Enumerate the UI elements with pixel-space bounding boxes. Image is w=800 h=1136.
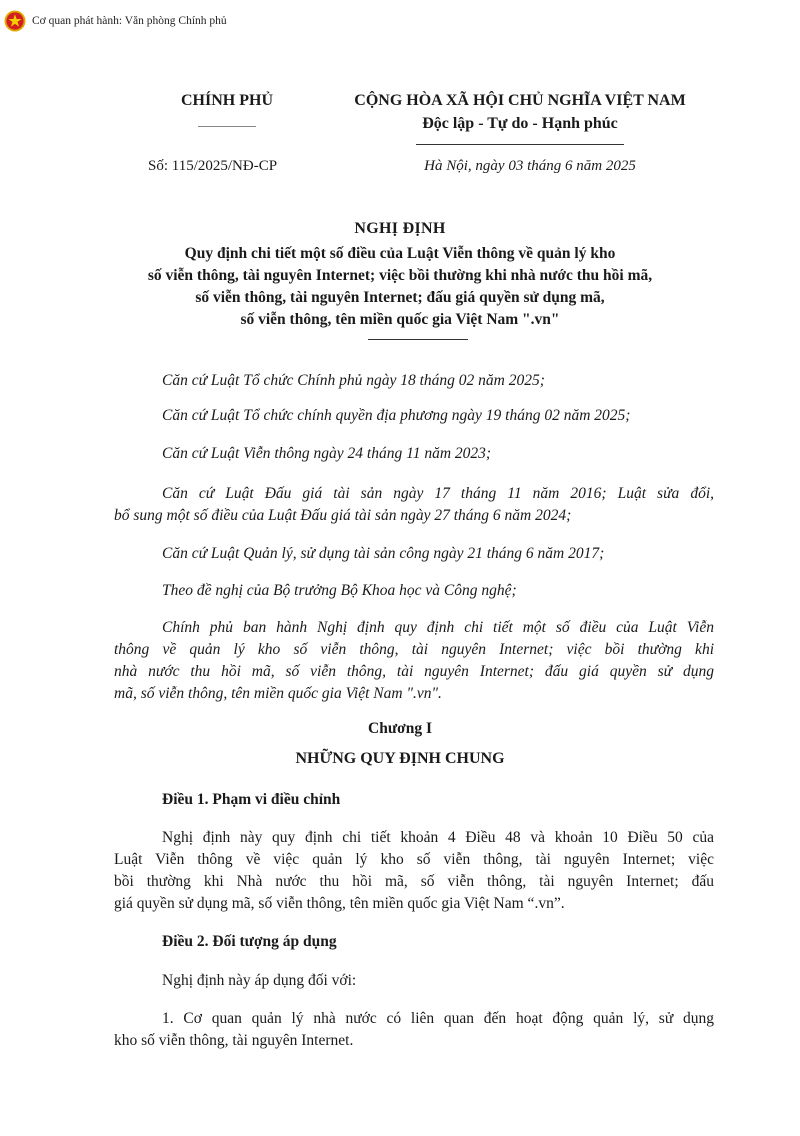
national-motto: Độc lập - Tự do - Hạnh phúc <box>422 115 618 132</box>
paragraph-line: Luật Viễn thông về việc quản lý kho số viễn thông, tài nguyên Internet; việc <box>114 851 714 868</box>
legal-basis-3: Căn cứ Luật Viễn thông ngày 24 tháng 11 năm 2023; <box>162 445 492 462</box>
issuer-banner <box>4 10 227 32</box>
article-2-intro: Nghị định này áp dụng đối với: <box>162 972 357 989</box>
document-number: Số: 115/2025/NĐ-CP <box>148 158 278 174</box>
legal-basis-4 <box>114 483 714 527</box>
motto-underline <box>416 144 624 145</box>
issuing-agency: CHÍNH PHỦ <box>181 92 273 109</box>
paragraph-line: Căn cứ Luật Đấu giá tài sản ngày 17 tháng 11 năm 2016; Luật sửa đổi, <box>162 485 714 502</box>
subject-line: số viễn thông, tên miền quốc gia Việt Nam ".vn" <box>240 311 560 328</box>
national-emblem-icon <box>4 10 26 32</box>
document-type: NGHỊ ĐỊNH <box>354 220 446 237</box>
article-1-heading: Điều 1. Phạm vi điều chỉnh <box>162 791 341 808</box>
article-2-item-1 <box>114 1008 714 1052</box>
chapter-number: Chương I <box>368 720 432 737</box>
paragraph-line: mã, số viễn thông, tên miền quốc gia Việt Nam ".vn". <box>114 685 442 702</box>
subject-line: số viễn thông, tài nguyên Internet; việc bồi thường khi nhà nước thu hồi mã, <box>147 267 653 284</box>
article-1-body <box>114 827 714 915</box>
paragraph-line: Chính phủ ban hành Nghị định quy định chi tiết một số điều của Luật Viễn <box>162 619 714 636</box>
issuer-label: Cơ quan phát hành: Văn phòng Chính phủ <box>32 15 227 27</box>
paragraph-line: Nghị định này quy định chi tiết khoản 4 Điều 48 và khoản 10 Điều 50 của <box>162 829 714 846</box>
paragraph-line: 1. Cơ quan quản lý nhà nước có liên quan đến hoạt động quản lý, sử dụng <box>162 1010 714 1027</box>
article-2-heading: Điều 2. Đối tượng áp dụng <box>162 933 337 950</box>
paragraph-line: bồi thường khi Nhà nước thu hồi mã, số viễn thông, tài nguyên Internet; đấu <box>114 873 714 890</box>
national-title: CỘNG HÒA XÃ HỘI CHỦ NGHĨA VIỆT NAM <box>354 92 686 109</box>
paragraph-line: bổ sung một số điều của Luật Đấu giá tài sản ngày 27 tháng 6 năm 2024; <box>114 507 572 524</box>
place-date: Hà Nội, ngày 03 tháng 6 năm 2025 <box>424 158 636 174</box>
paragraph-line: nhà nước thu hồi mã, số viễn thông, tài nguyên Internet; đấu giá quyền sử dụng <box>114 663 714 680</box>
paragraph-line: giá quyền sử dụng mã, số viễn thông, tên miền quốc gia Việt Nam “.vn”. <box>114 895 565 912</box>
agency-underline <box>198 126 256 127</box>
legal-basis-5: Căn cứ Luật Quản lý, sử dụng tài sản công ngày 21 tháng 6 năm 2017; <box>162 545 605 562</box>
subject-line: Quy định chi tiết một số điều của Luật Viễn thông về quản lý kho <box>184 245 616 262</box>
title-underline <box>368 339 468 340</box>
paragraph-line: kho số viễn thông, tài nguyên Internet. <box>114 1032 354 1049</box>
document-subject <box>100 243 700 331</box>
proposal-line: Theo đề nghị của Bộ trưởng Bộ Khoa học và Công nghệ; <box>162 582 517 599</box>
promulgation-paragraph <box>114 617 714 705</box>
legal-basis-2: Căn cứ Luật Tổ chức chính quyền địa phương ngày 19 tháng 02 năm 2025; <box>162 407 631 424</box>
legal-basis-1: Căn cứ Luật Tổ chức Chính phủ ngày 18 tháng 02 năm 2025; <box>162 372 545 389</box>
subject-line: số viễn thông, tài nguyên Internet; đấu giá quyền sử dụng mã, <box>195 289 605 306</box>
chapter-title: NHỮNG QUY ĐỊNH CHUNG <box>295 750 505 767</box>
paragraph-line: thông về quản lý kho số viễn thông, tài nguyên Internet; việc bồi thường khi <box>114 641 714 658</box>
